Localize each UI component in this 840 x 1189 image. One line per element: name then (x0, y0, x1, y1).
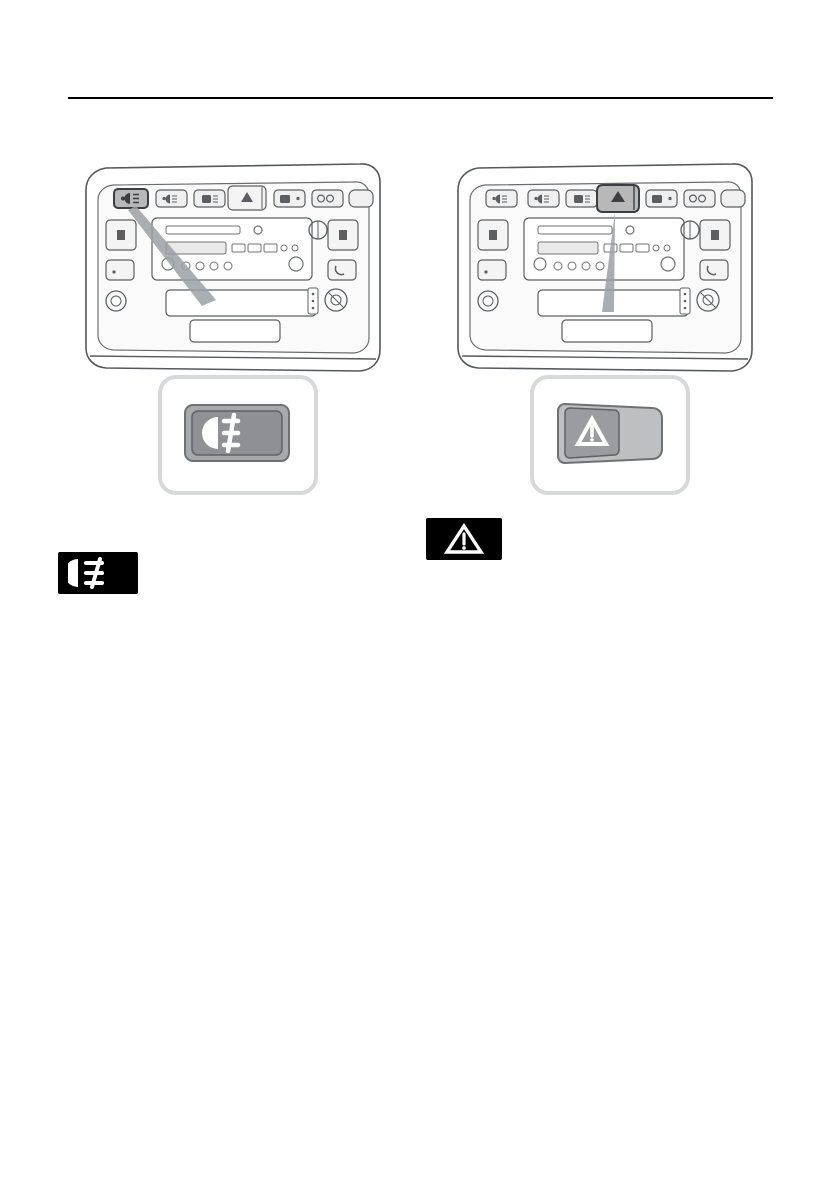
hazard-warning-telltale (426, 518, 502, 560)
rear-fog-light-telltale (58, 552, 138, 594)
header-rule (68, 97, 773, 99)
center-console-dashboard (80, 160, 386, 380)
hazard-warning-switch-detail (530, 375, 690, 495)
rear-fog-light-switch-detail (158, 375, 318, 495)
figure-rear-fog-light (68, 150, 398, 500)
center-console-dashboard (452, 160, 758, 380)
figure-hazard-warning (440, 150, 770, 500)
hazard-triangle-icon (441, 522, 487, 556)
rear-fog-light-icon (68, 557, 128, 589)
